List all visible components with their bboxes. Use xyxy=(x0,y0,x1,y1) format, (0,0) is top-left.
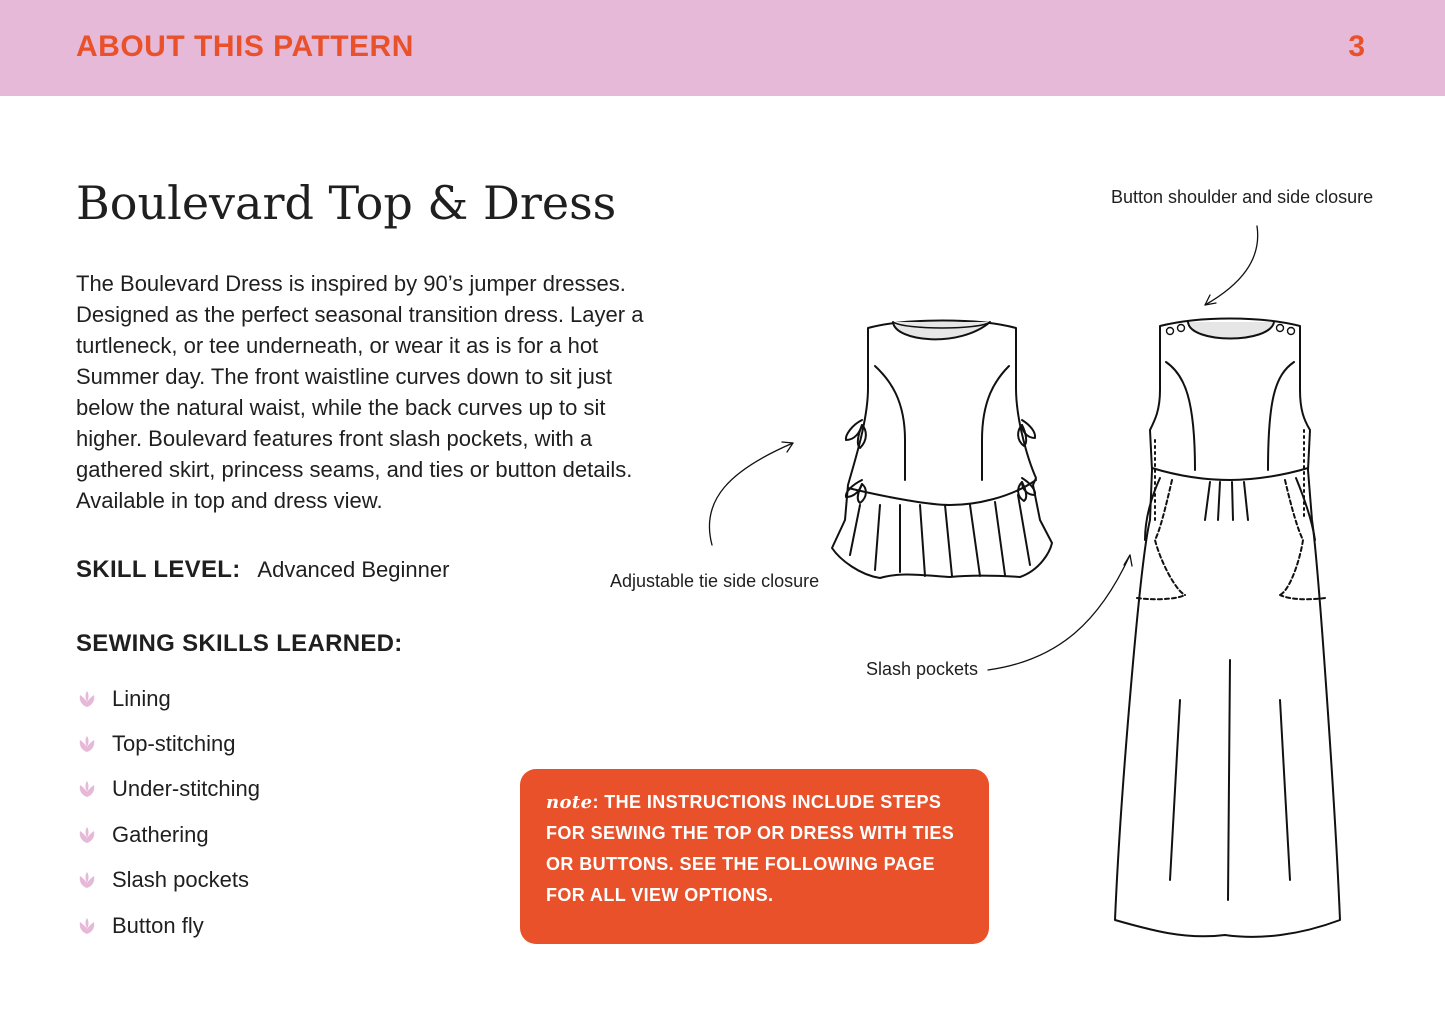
dress-illustration xyxy=(1115,319,1340,937)
pattern-description: The Boulevard Dress is inspired by 90’s jumper dresses. Designed as the perfect seasonal transition dress. Layer a turtleneck, or tee underneath, or wear it as is for a hot Summer day. The front waistline curves down to sit just below the natural waist, while the back curves up to sit higher. Boulevard features front slash pockets, with a gathered skirt, princess seams, and ties or button details. Available in top and dress view. xyxy=(76,271,644,513)
skill-label: Lining xyxy=(112,685,171,711)
skill-label: Gathering xyxy=(112,821,209,847)
skill-label: Button fly xyxy=(112,912,204,938)
sewing-skills-heading: SEWING SKILLS LEARNED: xyxy=(76,630,403,657)
skill-level-label: SKILL LEVEL: xyxy=(76,556,241,583)
callout-tie-closure: Adjustable tie side closure xyxy=(610,571,820,591)
skill-level-value: Advanced Beginner xyxy=(257,557,450,582)
top-illustration xyxy=(832,321,1052,579)
section-title: ABOUT THIS PATTERN xyxy=(76,30,414,63)
callout-arrows xyxy=(709,226,1257,670)
note-tag: note xyxy=(546,792,593,813)
callout-slash-pockets: Slash pockets xyxy=(866,659,979,679)
page-number: 3 xyxy=(1348,30,1365,63)
note-text: : THE INSTRUCTIONS INCLUDE STEPS FOR SEWING THE TOP OR DRESS WITH TIES OR BUTTONS. SEE THE FOLLOWING PAGE FOR ALL VIEW OPTIONS. xyxy=(546,792,955,905)
skill-label: Top-stitching xyxy=(112,731,236,757)
page-title: Boulevard Top & Dress xyxy=(76,176,617,230)
skill-label: Under-stitching xyxy=(112,776,260,802)
skill-label: Slash pockets xyxy=(112,867,249,893)
callout-button-closure: Button shoulder and side closure xyxy=(1111,187,1374,207)
